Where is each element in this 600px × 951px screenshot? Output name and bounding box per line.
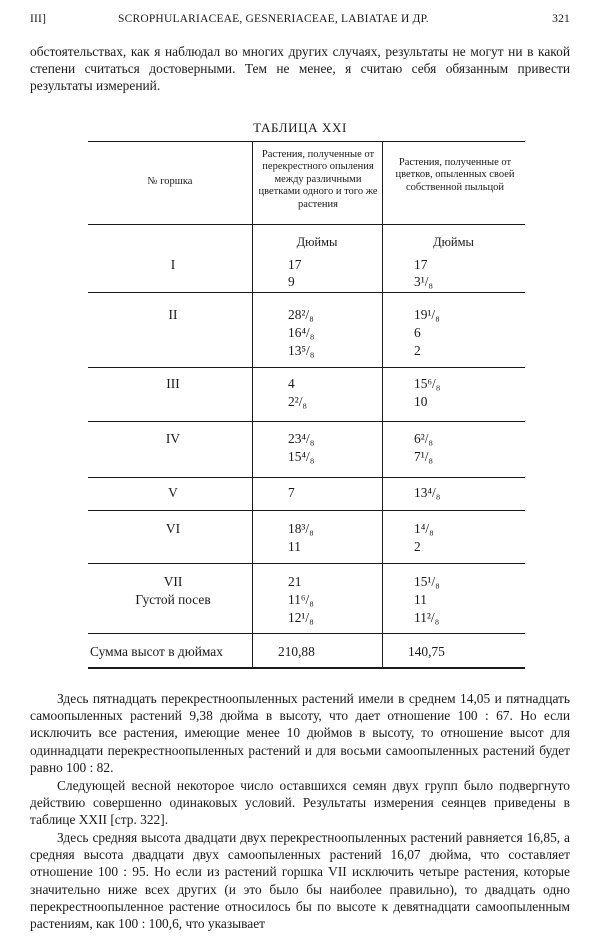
cross-value: 4 <box>288 376 295 391</box>
pot-number: I <box>170 257 176 272</box>
body-paragraph: Следующей весной некоторое число оставшихся семян двух групп было подвергнуто действию совершенно одинаковых условий. Результаты измерения сеянцев приведены в таблице XXII [стр. 322]. <box>30 778 570 828</box>
cross-value: 18³/₈ <box>288 521 314 536</box>
running-header <box>30 13 570 35</box>
cross-value: 21 <box>288 574 302 589</box>
intro-paragraph: обстоятельствах, как я наблюдал во многих других случаях, результаты не могут ни в какой степени считаться достоверными. Тем не менее, я считаю себя обязанным привести результаты измерений. <box>30 44 570 94</box>
self-value: 11 <box>414 592 427 607</box>
chapter-number: III] <box>30 13 47 25</box>
cross-value: 7 <box>288 485 295 500</box>
cross-value: 11⁶/₈ <box>288 592 314 607</box>
self-value: 10 <box>414 394 428 409</box>
self-value: 6 <box>414 325 421 340</box>
cross-value: 2²/₈ <box>288 394 308 409</box>
self-value: 17 <box>414 257 428 272</box>
self-value: 19¹/₈ <box>414 307 440 322</box>
cross-value: 16⁴/₈ <box>288 325 315 340</box>
table-caption: ТАБЛИЦА XXI <box>253 120 347 135</box>
pot-number: V <box>168 485 178 500</box>
cross-value: 12¹/₈ <box>288 610 314 625</box>
cross-value: 9 <box>288 274 295 289</box>
self-value: 2 <box>414 539 421 554</box>
cross-value: 17 <box>288 257 302 272</box>
self-value: 11²/₈ <box>414 610 440 625</box>
self-value: 2 <box>414 343 421 358</box>
sum-self: 140,75 <box>408 644 445 659</box>
col-header-cross: Растения, полученные от перекрестного опыления между различными цветками одного и того же растения <box>258 149 378 210</box>
self-value: 1⁴/₈ <box>414 521 434 536</box>
pot-number: III <box>166 376 180 391</box>
col-header-pot: № горшка <box>147 176 193 187</box>
self-value: 6²/₈ <box>414 431 434 446</box>
cross-value: 15⁴/₈ <box>288 449 315 464</box>
self-value: 15¹/₈ <box>414 574 440 589</box>
col-header-self: Растения, полученные от цветков, опыленных своей собственной пыльцой <box>395 157 515 193</box>
body-paragraph: Здесь пятнадцать перекрестноопыленных растений имели в среднем 14,05 и пятнадцать самоопыленных растений 9,38 дюйма в высоту, что дает отношение 100 : 67. Но если исключить все растения, имеющие менее 10 дюймов в высоту, то отношение высот для одиннадцати перекрестноопыленных растений и для восьми самоопыленных растений будет равно 100 : 82. <box>30 691 570 775</box>
data-table <box>88 141 525 669</box>
pot-note: Густой посев <box>135 592 211 607</box>
pot-number: II <box>168 307 178 322</box>
units-cross: Дюймы <box>296 235 338 249</box>
cross-value: 11 <box>288 539 301 554</box>
self-value: 7¹/₈ <box>414 449 434 464</box>
units-self: Дюймы <box>433 235 474 249</box>
cross-value: 13⁵/₈ <box>288 343 315 358</box>
self-value: 15⁶/₈ <box>414 376 441 391</box>
cross-value: 28²/₈ <box>288 307 314 322</box>
self-value: 3¹/₈ <box>414 274 434 289</box>
page-number: 321 <box>552 13 570 25</box>
sum-cross: 210,88 <box>278 644 315 659</box>
body-paragraph: Здесь средняя высота двадцати двух перекрестноопыленных растений равняется 16,85, а средняя высота двадцати двух самоопыленных растений 16,07 дюйма, что составляет отношение 100 : 95. Но если из растений горшка VII исключить четыре растения, которые значительно ниже всех других (и это было бы наиболее правильно), то двадцать одно перекрестноопыленное растение относилось бы по высоте к девятнадцати самоопыленным растениям, как 100 : 100,6, что указывает <box>30 830 570 932</box>
pot-number: VI <box>165 521 181 536</box>
self-value: 13⁴/₈ <box>414 485 441 500</box>
pot-number: VII <box>163 574 183 589</box>
running-title: SCROPHULARIACEAE, GESNERIACEAE, LABIATAE И ДР. <box>118 13 429 25</box>
sum-label: Сумма высот в дюймах <box>90 644 223 659</box>
pot-number: IV <box>165 431 181 446</box>
cross-value: 23⁴/₈ <box>288 431 315 446</box>
